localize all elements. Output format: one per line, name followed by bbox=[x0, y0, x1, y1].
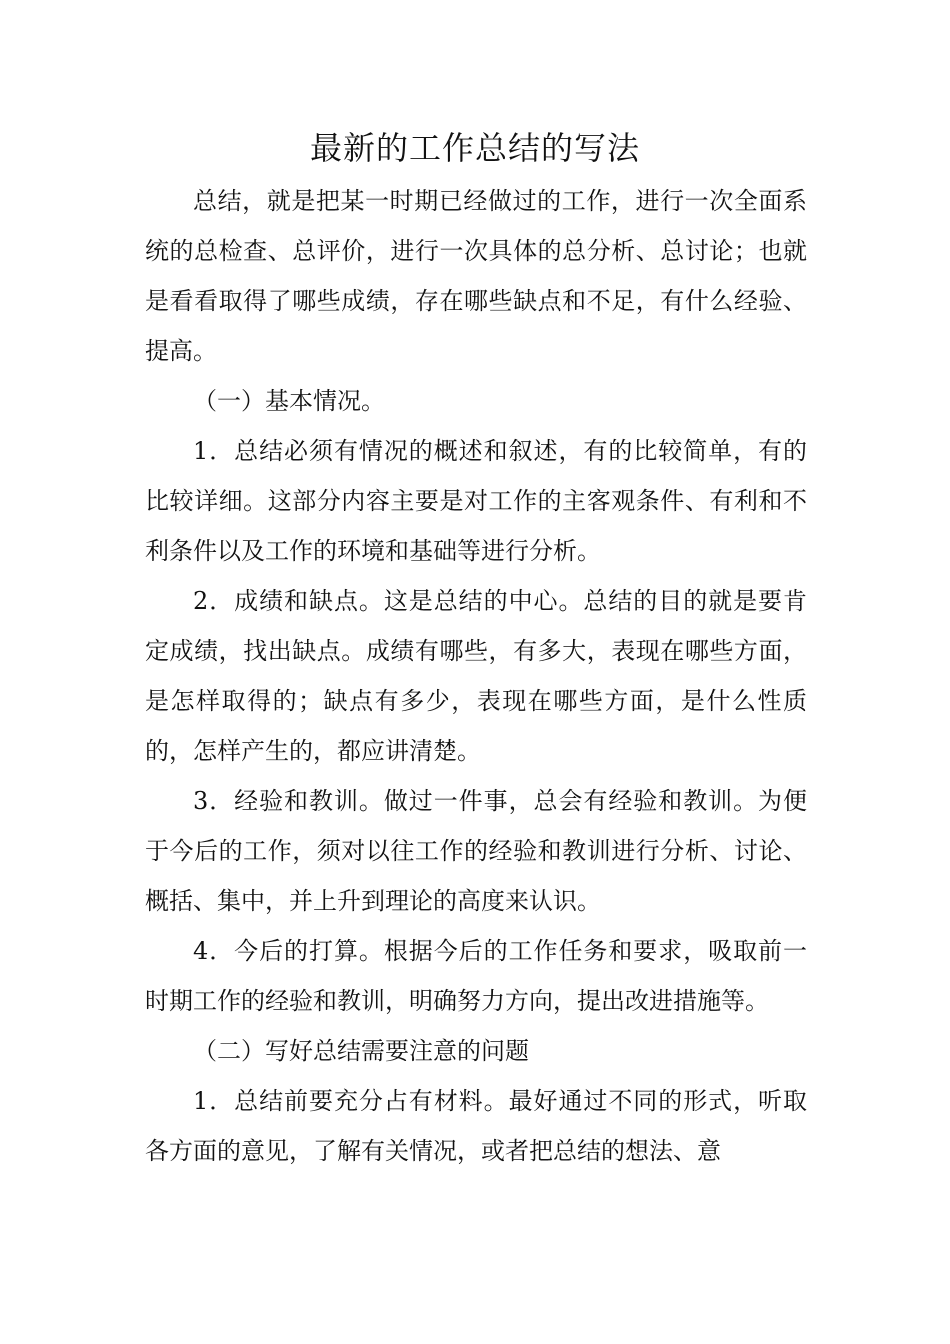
document-body bbox=[145, 176, 807, 1176]
document-title: 最新的工作总结的写法 bbox=[309, 129, 640, 167]
section-heading-notes: （二）写好总结需要注意的问题 bbox=[193, 1037, 529, 1065]
paragraph-note-1: 1．总结前要充分占有材料。最好通过不同的形式，听取各方面的意见，了解有关情况，或者把总结的想法、意 bbox=[145, 1087, 807, 1165]
paragraph-item-1: 1．总结必须有情况的概述和叙述，有的比较简单，有的比较详细。这部分内容主要是对工作的主客观条件、有利和不利条件以及工作的环境和基础等进行分析。 bbox=[145, 437, 807, 565]
section-heading-basic: （一）基本情况。 bbox=[193, 387, 385, 415]
paragraph-item-2: 2．成绩和缺点。这是总结的中心。总结的目的就是要肯定成绩，找出缺点。成绩有哪些，有多大，表现在哪些方面，是怎样取得的；缺点有多少，表现在哪些方面，是什么性质的，怎样产生的，都应讲清楚。 bbox=[145, 587, 807, 765]
paragraph-item-3: 3．经验和教训。做过一件事，总会有经验和教训。为便于今后的工作，须对以往工作的经验和教训进行分析、讨论、概括、集中，并上升到理论的高度来认识。 bbox=[145, 787, 807, 915]
paragraph-intro: 总结，就是把某一时期已经做过的工作，进行一次全面系统的总检查、总评价，进行一次具体的总分析、总讨论；也就是看看取得了哪些成绩，存在哪些缺点和不足，有什么经验、提高。 bbox=[145, 187, 807, 365]
paragraph-item-4: 4．今后的打算。根据今后的工作任务和要求，吸取前一时期工作的经验和教训，明确努力方向，提出改进措施等。 bbox=[145, 937, 807, 1015]
